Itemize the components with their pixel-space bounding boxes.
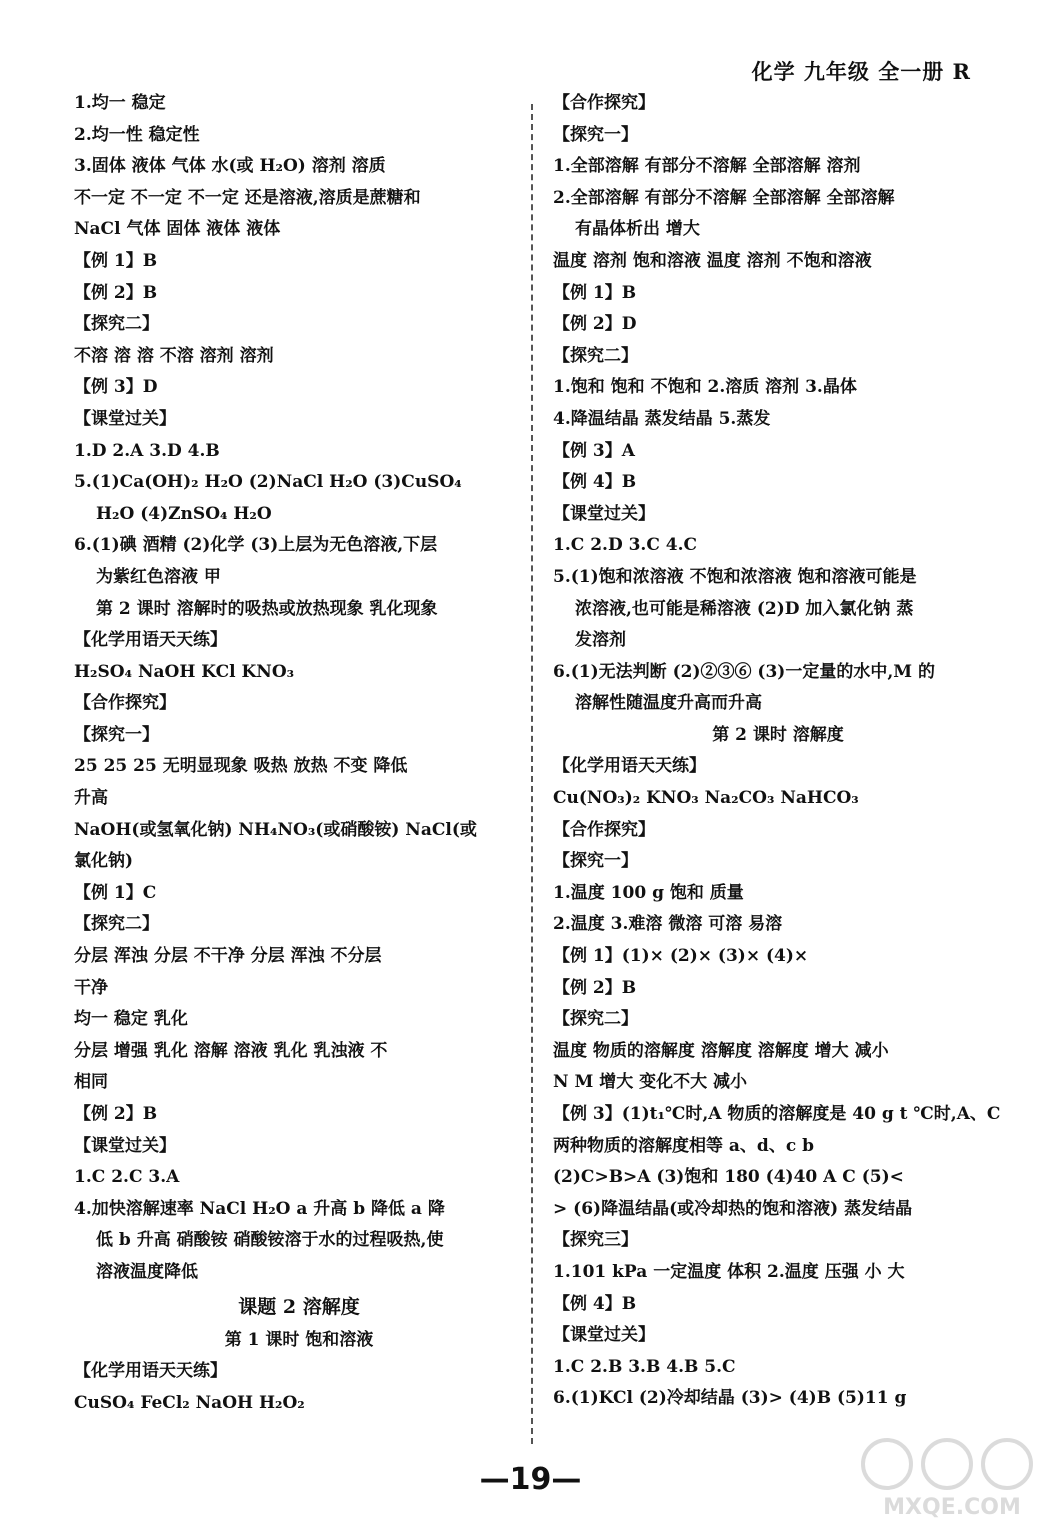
left-line: 均一 稳定 乳化 (74, 1009, 188, 1030)
right-line: 1.101 kPa 一定温度 体积 2.温度 压强 小 大 (553, 1261, 905, 1282)
right-line: 有晶体析出 增大 (575, 219, 700, 240)
left-line: 干净 (74, 977, 108, 998)
right-line: 【例 1】B (553, 282, 637, 303)
right-line: 【探究二】 (553, 1009, 638, 1030)
watermark-logo (857, 1434, 1047, 1524)
right-line: 【合作探究】 (553, 93, 655, 113)
right-line: 【探究二】 (553, 345, 638, 366)
right-line: 1.C 2.D 3.C 4.C (553, 535, 698, 556)
left-line: 【例 1】C (74, 882, 157, 903)
left-column (74, 88, 524, 1419)
left-line: 4.加快溶解速率 NaCl H₂O a 升高 b 降低 a 降 (74, 1198, 445, 1219)
left-line: 【例 1】B (74, 250, 158, 271)
right-line: 6.(1)无法判断 (2)②③⑥ (3)一定量的水中,M 的 (553, 661, 935, 682)
left-line: 升高 (74, 788, 108, 809)
right-line: 【课堂过关】 (553, 1325, 655, 1346)
right-line: 【合作探究】 (553, 819, 655, 840)
left-line: 为紫红色溶液 甲 (96, 566, 221, 587)
right-line: 1.全部溶解 有部分不溶解 全部溶解 溶剂 (553, 156, 861, 177)
left-line: 【课堂过关】 (74, 408, 176, 429)
left-line: 【例 3】D (74, 377, 158, 398)
left-line: 【例 2】B (74, 282, 158, 303)
svg-text:MXQE.COM: MXQE.COM (883, 1495, 1021, 1520)
right-line: 5.(1)饱和浓溶液 不饱和浓溶液 饱和溶液可能是 (553, 566, 917, 587)
right-line: 【例 4】B (553, 1293, 637, 1314)
page-header: 化学 九年级 全一册 R (751, 59, 971, 84)
right-line: 【课堂过关】 (553, 503, 655, 524)
left-line: 【探究一】 (74, 724, 159, 745)
left-line: 第 2 课时 溶解时的吸热或放热现象 乳化现象 (96, 598, 438, 619)
left-line: 分层 增强 乳化 溶解 溶液 乳化 乳浊液 不 (74, 1040, 388, 1061)
left-line: 【例 2】B (74, 1104, 158, 1124)
left-line: 不一定 不一定 不一定 还是溶液,溶质是蔗糖和 (74, 187, 421, 208)
left-line: 25 25 25 无明显现象 吸热 放热 不变 降低 (74, 756, 408, 777)
right-line: 【例 1】(1)× (2)× (3)× (4)× (553, 946, 809, 967)
right-line: 【例 4】B (553, 472, 637, 493)
left-line: 【探究二】 (74, 314, 159, 335)
left-line: 【探究二】 (74, 914, 159, 935)
right-line: 1.温度 100 g 饱和 质量 (553, 882, 744, 903)
right-line: 发溶剂 (575, 630, 626, 651)
right-line: 【例 3】A (553, 440, 635, 461)
left-line: 分层 浑浊 分层 不干净 分层 浑浊 不分层 (74, 946, 382, 967)
right-line: 【例 3】(1)t₁℃时,A 物质的溶解度是 40 g t ℃时,A、C (553, 1104, 1001, 1124)
left-line: CuSO₄ FeCl₂ NaOH H₂O₂ (74, 1392, 305, 1413)
right-line: 两种物质的溶解度相等 a、d、c b (553, 1135, 814, 1156)
left-line: 溶液温度降低 (96, 1261, 198, 1282)
left-line: NaCl 气体 固体 液体 液体 (74, 219, 281, 240)
right-line: 【例 2】D (553, 314, 637, 335)
left-line: 1.均一 稳定 (74, 93, 166, 113)
right-line: 温度 溶剂 饱和溶液 温度 溶剂 不饱和溶液 (553, 250, 872, 271)
right-line: 【探究三】 (553, 1230, 638, 1251)
left-line: 低 b 升高 硝酸铵 硝酸铵溶于水的过程吸热,使 (96, 1230, 444, 1251)
left-line: 【课堂过关】 (74, 1135, 176, 1156)
left-line: 3.固体 液体 气体 水(或 H₂O) 溶剂 溶质 (74, 156, 386, 177)
page-number: —19— (479, 1462, 582, 1497)
left-line: 相同 (74, 1072, 108, 1093)
right-line: 6.(1)KCl (2)冷却结晶 (3)> (4)B (5)11 g (553, 1388, 907, 1409)
right-column (553, 88, 1003, 1415)
right-line: 浓溶液,也可能是稀溶液 (2)D 加入氯化钠 蒸 (575, 598, 914, 619)
column-divider (531, 104, 533, 1444)
right-line: 温度 物质的溶解度 溶解度 溶解度 增大 减小 (553, 1040, 889, 1061)
left-line: 氯化钠) (74, 851, 134, 872)
left-line: 第 1 课时 饱和溶液 (224, 1329, 374, 1350)
left-line: H₂O (4)ZnSO₄ H₂O (96, 503, 272, 524)
right-line: Cu(NO₃)₂ KNO₃ Na₂CO₃ NaHCO₃ (553, 788, 859, 809)
left-line: 2.均一性 稳定性 (74, 124, 200, 145)
right-line: 【化学用语天天练】 (553, 756, 706, 777)
right-line: 溶解性随温度升高而升高 (575, 693, 762, 714)
right-line: (2)C>B>A (3)饱和 180 (4)40 A C (5)< (553, 1167, 904, 1188)
right-line: 4.降温结晶 蒸发结晶 5.蒸发 (553, 408, 771, 429)
left-line: 【合作探究】 (74, 693, 176, 714)
left-line: 1.C 2.C 3.A (74, 1167, 180, 1188)
left-line: NaOH(或氢氧化钠) NH₄NO₃(或硝酸铵) NaCl(或 (74, 819, 477, 840)
left-line: 1.D 2.A 3.D 4.B (74, 440, 220, 461)
right-line: 第 2 课时 溶解度 (712, 724, 844, 745)
left-line: 6.(1)碘 酒精 (2)化学 (3)上层为无色溶液,下层 (74, 535, 438, 556)
right-line: 【探究一】 (553, 124, 638, 145)
left-line: H₂SO₄ NaOH KCl KNO₃ (74, 661, 295, 682)
right-line: 【探究一】 (553, 851, 638, 872)
left-line: 【化学用语天天练】 (74, 1361, 227, 1382)
left-line: 【化学用语天天练】 (74, 630, 227, 651)
left-line: 课题 2 溶解度 (238, 1295, 360, 1318)
left-line: 5.(1)Ca(OH)₂ H₂O (2)NaCl H₂O (3)CuSO₄ (74, 472, 462, 493)
right-line: 2.全部溶解 有部分不溶解 全部溶解 全部溶解 (553, 187, 895, 208)
right-line: > (6)降温结晶(或冷却热的饱和溶液) 蒸发结晶 (553, 1198, 913, 1219)
right-line: 1.C 2.B 3.B 4.B 5.C (553, 1356, 736, 1377)
left-line: 不溶 溶 溶 不溶 溶剂 溶剂 (74, 345, 274, 366)
right-line: 2.温度 3.难溶 微溶 可溶 易溶 (553, 914, 783, 935)
right-line: 【例 2】B (553, 977, 637, 998)
right-line: 1.饱和 饱和 不饱和 2.溶质 溶剂 3.晶体 (553, 377, 857, 398)
right-line: N M 增大 变化不大 减小 (553, 1072, 748, 1093)
